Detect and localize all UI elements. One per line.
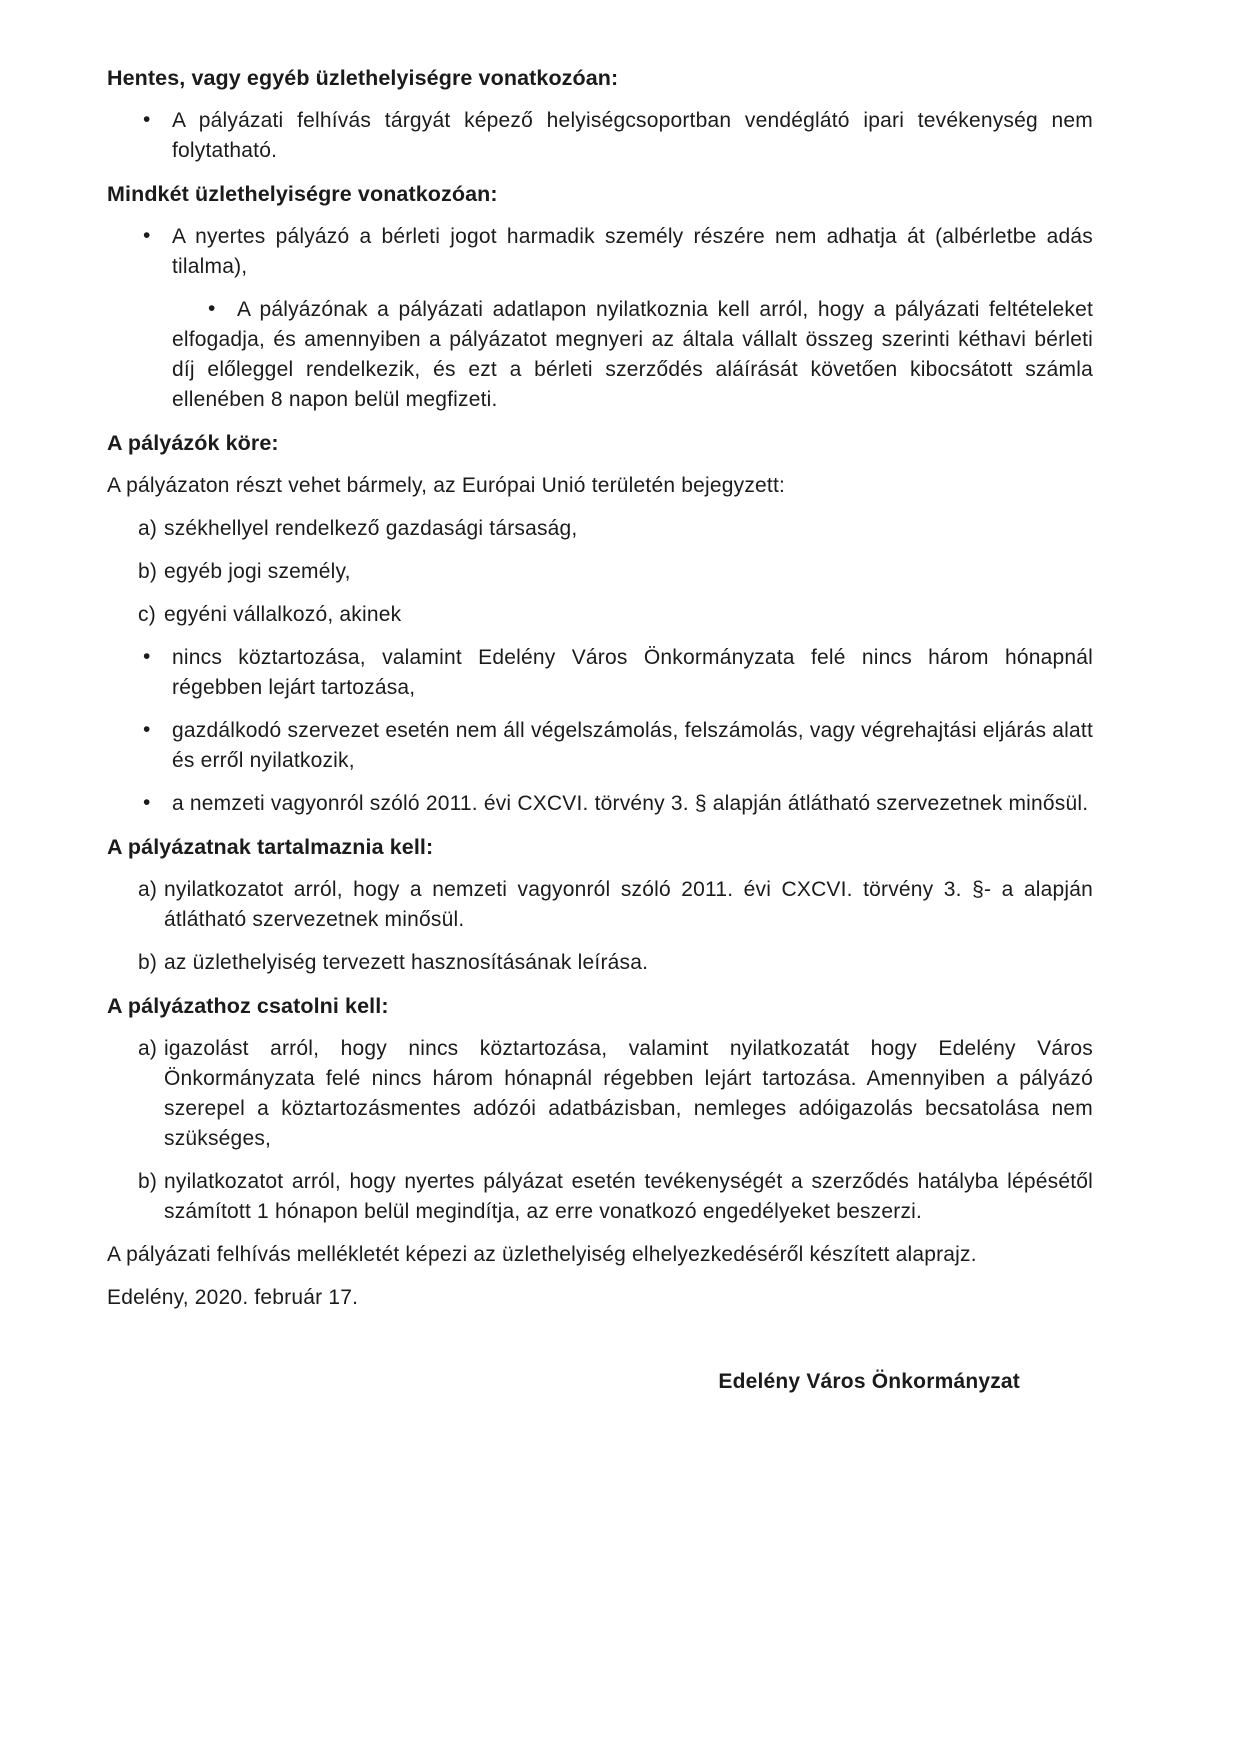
list-item <box>107 1034 1093 1154</box>
lettered-text: nyilatkozatot arról, hogy a nemzeti vagyonról szóló 2011. évi CXCVI. törvény 3. §- a alapján átlátható szervezetnek minősül. <box>164 878 1093 931</box>
bullet-text: A pályázónak a pályázati adatlapon nyilatkoznia kell arról, hogy a pályázati feltételeket elfogadja, és amennyiben a pályázatot megnyeri az általa vállalt összeg szerinti kéthavi bérleti díj előleggel rendelkezik, és ezt a bérleti szerződés aláírását követően kibocsátott számla ellenében 8 napon belül megfizeti. <box>172 298 1093 411</box>
list-item <box>107 514 1093 544</box>
bullet-icon: • <box>143 108 151 131</box>
lettered-text: egyéb jogi személy, <box>164 560 351 583</box>
intro-paragraph: A pályázaton részt vehet bármely, az Európai Unió területén bejegyzett: <box>107 474 786 497</box>
lettered-marker: c) <box>138 603 156 626</box>
bullet-text: gazdálkodó szervezet esetén nem áll végelszámolás, felszámolás, vagy végrehajtási eljárás alatt és erről nyilatkozik, <box>172 719 1093 772</box>
lettered-marker: b) <box>138 560 158 583</box>
list-item <box>107 295 1093 415</box>
date-line: Edelény, 2020. február 17. <box>107 1286 359 1309</box>
list-item <box>107 789 1093 819</box>
list-item <box>107 716 1093 776</box>
list-item <box>107 643 1093 703</box>
attachment-note: A pályázati felhívás mellékletét képezi az üzlethelyiség elhelyezkedéséről készített alaprajz. <box>107 1243 977 1266</box>
lettered-marker: b) <box>138 1170 158 1193</box>
lettered-marker: a) <box>138 517 158 540</box>
section-heading: A pályázók köre: <box>107 431 279 455</box>
bullet-icon: • <box>208 297 216 320</box>
lettered-text: nyilatkozatot arról, hogy nyertes pályázat esetén tevékenységét a szerződés hatályba lépésétől számított 1 hónapon belül megindítja, az erre vonatkozó engedélyeket beszerzi. <box>164 1170 1093 1223</box>
section-heading: A pályázathoz csatolni kell: <box>107 994 389 1018</box>
section-heading: A pályázatnak tartalmaznia kell: <box>107 835 434 859</box>
bullet-icon: • <box>143 791 151 814</box>
bullet-text: nincs köztartozása, valamint Edelény Város Önkormányzata felé nincs három hónapnál régebben lejárt tartozása, <box>172 646 1093 699</box>
lettered-marker: a) <box>138 1037 158 1060</box>
list-item <box>107 948 1093 978</box>
bullet-text: A pályázati felhívás tárgyát képező helyiségcsoportban vendéglátó ipari tevékenység nem folytatható. <box>172 109 1093 162</box>
lettered-text: az üzlethelyiség tervezett hasznosításának leírása. <box>164 951 649 974</box>
lettered-marker: a) <box>138 878 158 901</box>
bullet-icon: • <box>143 718 151 741</box>
lettered-text: székhellyel rendelkező gazdasági társaság, <box>164 517 578 540</box>
list-item <box>107 557 1093 587</box>
section-heading: Mindkét üzlethelyiségre vonatkozóan: <box>107 182 498 206</box>
list-item <box>107 1167 1093 1227</box>
list-item <box>107 222 1093 282</box>
bullet-text: a nemzeti vagyonról szóló 2011. évi CXCVI. törvény 3. § alapján átlátható szervezetnek minősül. <box>172 792 1089 815</box>
signature: Edelény Város Önkormányzat <box>718 1370 1020 1393</box>
document-content <box>107 63 1093 1397</box>
section-heading: Hentes, vagy egyéb üzlethelyiségre vonatkozóan: <box>107 66 619 90</box>
bullet-icon: • <box>143 224 151 247</box>
list-item <box>107 106 1093 166</box>
list-item <box>107 600 1093 630</box>
bullet-icon: • <box>143 645 151 668</box>
list-item <box>107 875 1093 935</box>
lettered-text: egyéni vállalkozó, akinek <box>164 603 402 626</box>
lettered-text: igazolást arról, hogy nincs köztartozása, valamint nyilatkozatát hogy Edelény Város Önkormányzata felé nincs három hónapnál régebben lejárt tartozása. Amennyiben a pályázó szerepel a köztartozásmentes adózói adatbázisban, nemleges adóigazolás becsatolása nem szükséges, <box>164 1037 1093 1150</box>
bullet-text: A nyertes pályázó a bérleti jogot harmadik személy részére nem adhatja át (albérletbe adás tilalma), <box>172 225 1093 278</box>
lettered-marker: b) <box>138 951 158 974</box>
